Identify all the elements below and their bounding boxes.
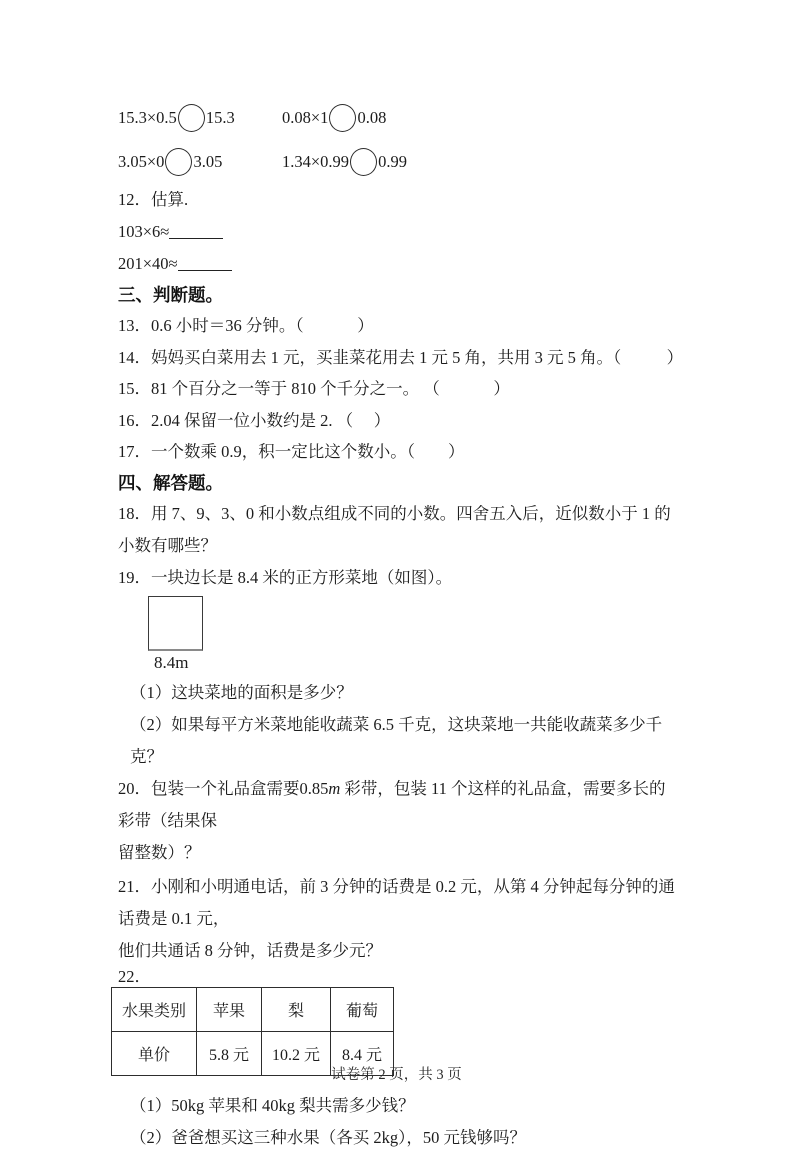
q12-estimate-2 xyxy=(118,248,682,280)
q12-expression-1: 103×6≈ xyxy=(118,222,170,241)
table-cell: 葡萄 xyxy=(331,987,394,1031)
q12-expression-2: 201×40≈ xyxy=(118,254,178,273)
answer-circle xyxy=(178,104,205,132)
judgment-item: 17．一个数乘 0.9，积一定比这个数小。（ ） xyxy=(118,442,465,461)
comparison-pair xyxy=(282,148,407,176)
judgment-item: 16．2.04 保留一位小数约是 2. （ ） xyxy=(118,410,391,430)
table-cell: 梨 xyxy=(262,987,331,1031)
judgment-item: 13．0.6 小时＝36 分钟。（ ） xyxy=(118,316,374,335)
question-22-sub1: （1）50kg 苹果和 40kg 梨共需多少钱？ xyxy=(130,1095,415,1115)
page-footer: 试卷第 2 页，共 3 页 xyxy=(331,1067,462,1083)
judgment-item: 14．妈妈买白菜用去 1 元，买韭菜花用去 1 元 5 角，共用 3 元 5 角。（ ） xyxy=(118,347,684,367)
question-21-line2: 他们共通话 8 分钟，话费是多少元？ xyxy=(118,940,382,960)
table-cell: 10.2 元 xyxy=(262,1031,331,1075)
answer-circle xyxy=(165,148,192,176)
question-19: 19．一块边长是 8.4 米的正方形菜地（如图）。 xyxy=(118,567,453,587)
comparison-pair xyxy=(282,104,386,132)
question-20-line2: 留整数）？ xyxy=(118,842,201,862)
q12-label: 12．估算. xyxy=(118,190,189,209)
question-21-line1: 21．小刚和小明通电话，前 3 分钟的话费是 0.2 元，从第 4 分钟起每分钟的通话费是 0.1 元， xyxy=(118,876,675,928)
table-row xyxy=(112,987,394,1031)
section3-title: 三、判断题。 xyxy=(118,285,223,305)
question-22-sub2: （2）爸爸想买这三种水果（各买 2kg），50 元钱够吗？ xyxy=(130,1127,526,1147)
square-figure-block xyxy=(118,596,682,677)
table-cell: 8.4 元 xyxy=(331,1031,394,1075)
expression-left: 0.08×1 xyxy=(282,108,329,127)
table-cell: 水果类别 xyxy=(112,987,197,1031)
expression-right: 0.99 xyxy=(378,152,407,171)
comparison-pair xyxy=(118,104,254,132)
q20-text: 彩带，包装 11 个这样的礼品盒，需要多长的彩带（结果保 xyxy=(118,778,666,830)
expression-left: 15.3×0.5 xyxy=(118,108,177,127)
expression-right: 0.08 xyxy=(357,108,387,127)
expression-left: 1.34×0.99 xyxy=(282,152,350,171)
answer-circle xyxy=(329,104,356,132)
answer-circle xyxy=(350,148,377,176)
expression-right: 3.05 xyxy=(193,152,223,171)
q12-estimate-1 xyxy=(118,216,682,248)
comparison-row-2 xyxy=(118,140,682,184)
expression-left: 3.05×0 xyxy=(118,152,165,171)
question-20-line1 xyxy=(118,773,682,837)
comparison-pair xyxy=(118,148,254,176)
question-22-label: 22． xyxy=(118,966,151,986)
table-cell: 苹果 xyxy=(197,987,262,1031)
section4-title: 四、解答题。 xyxy=(118,472,223,493)
table-cell: 5.8 元 xyxy=(197,1031,262,1075)
question-19-sub2: （2）如果每平方米菜地能收蔬菜 6.5 千克，这块菜地一共能收蔬菜多少千克？ xyxy=(130,714,663,766)
comparison-row-1 xyxy=(118,96,682,140)
page-content xyxy=(118,96,682,1154)
q20-text: 20．包装一个礼品盒需要0.85 xyxy=(118,778,329,798)
judgment-item: 15．81 个百分之一等于 810 个千分之一。 （ ） xyxy=(118,379,510,398)
answer-blank xyxy=(169,221,223,239)
square-diagram xyxy=(148,596,203,651)
expression-right: 15.3 xyxy=(205,108,235,127)
table-cell: 单价 xyxy=(112,1031,197,1075)
q20-variable: m xyxy=(328,778,341,798)
square-side-label: 8.4m xyxy=(154,652,189,672)
question-19-sub1: （1）这块菜地的面积是多少？ xyxy=(130,682,353,702)
question-18: 18．用 7、9、3、0 和小数点组成不同的小数。四舍五入后，近似数小于 1 的小数有哪些？ xyxy=(118,503,671,555)
answer-blank xyxy=(178,253,232,271)
